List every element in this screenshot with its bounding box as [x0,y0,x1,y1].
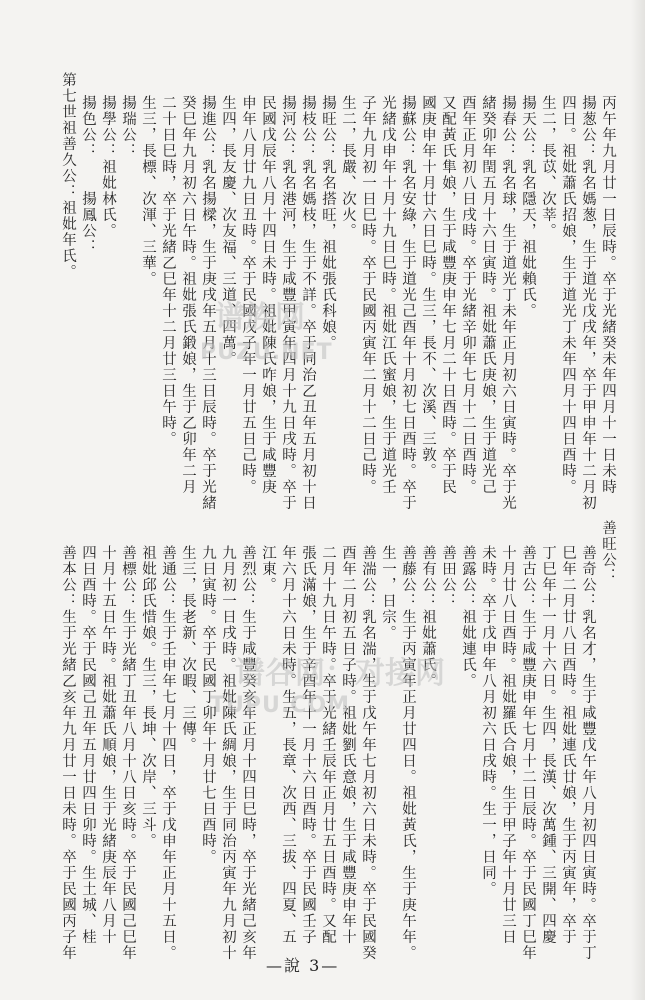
text-column: 善藤公：生于丙寅年正月廿四日。祖妣黃氏，生于庚午年。 [400,545,416,961]
text-column: 善有公：祖妣蕭氏。 [420,545,436,689]
text-column: 善奇公：乳名才，生于咸豐戊午年八月初四日寅時。卒于丁 [580,545,596,961]
text-column: 善旺公： [600,520,616,584]
text-column: 生三，長標、次渾、三華。 [140,95,156,287]
text-column: 四日。祖妣蕭氏招娘，生于道光丁未年四月十四日酉時。 [560,95,576,495]
text-column: 揚葱公：乳名媽葱，生于道光戊戌年，卒于甲申年十二月初 [580,95,596,511]
text-column: 揚進公：乳名揚樑，生于庚戌年五月十三日辰時。卒于光緒 [200,95,216,511]
text-column: 九日寅時。卒于民國丁卯年十月廿七日酉時。 [200,545,216,865]
text-column: 二十日巳時，卒于光緒乙巳年十二月廿三日午時。 [160,95,176,447]
text-column: 生三，長老新、次暇、三傳。 [180,545,196,753]
text-column: 善通公：生于壬申年七月十四日，卒于戊申年正月十五日。 [160,545,176,961]
text-column: 又配黃氏隼娘，生于咸豐庚申年七月二十日酉時。卒于民 [440,95,456,495]
text-column: 生二，長苡、次莘。 [540,95,556,239]
watermark: PUZU.NET [200,340,333,365]
text-column: 生一，日宗。 [380,545,396,641]
text-column: 善標公：生于光緒丁丑年八月十八日亥時。卒于民國己巳年 [120,545,136,961]
text-column: 二月十九日午時。卒于光緒壬辰年正月廿五日酉時。又配 [320,545,336,945]
watermark: 谱族网 [215,300,305,335]
text-column: 揚學公：祖妣林氏。 [100,95,116,239]
page-edge [631,0,645,1000]
text-column: 未時。卒于戊申年八月初六日戌時。生一，日同。 [480,545,496,897]
text-column: 生四，長友慶、次友福、三道、四萬。 [220,95,236,367]
text-column: 揚春公：乳名球，生于道光丁未年正月初六日寅時。卒于光 [500,95,516,511]
generation-heading: 第七世祖善久公：祖妣年氏。 [60,72,76,280]
text-column: 祖妣邱氏惜娘。生三，長坤、次岸、三斗。 [140,545,156,849]
text-column: 善本公：生于光緒乙亥年九月廿一日未時。卒于民國丙子年 [60,545,76,961]
text-column: 善烈公：生于咸豐癸亥年正月十四日巳時，卒于光緒己亥年 [240,545,256,961]
text-column: 生二，長嚴、次火。 [340,95,356,239]
text-column: 丁巳年十一月十六日。生四，長漢、次萬鍾、三開、四慶 [540,545,556,945]
text-column: 張氏滿娘，生于辛酉年十一月十六日酉時。卒于民國壬子 [300,545,316,945]
watermark: TUPU.COM [210,693,350,718]
text-column: 癸巳年九月初六日午時。祖妣張氏鍛娘，生于乙卯年二月 [180,95,196,495]
page-number: —說 3— [266,956,340,975]
text-column: 揚河公：乳名港河，生于咸豐甲寅年四月十九日戌時。卒于 [280,95,296,511]
text-column: 揚蘇公：乳名安綠，生于道光己酉年十月初七日酉時。卒于 [400,95,416,511]
text-column: 民國戊辰年八月十四日未時。祖妣陳氏咋娘，生于咸豐庚 [260,95,276,495]
text-column: 光緒戊申年十月十九日巳時。祖妣江氏蜜娘，生于道光壬 [380,95,396,495]
text-column: 善古公：生于咸豐庚申年七月十二日辰時。卒于民國丁巳年 [520,545,536,961]
text-column: 江東。 [260,545,276,593]
text-column: 子年九月初一日巳時。卒于民國丙寅年二月十二日己時。 [360,95,376,495]
text-column: 丙午年九月廿一日辰時。卒于光緒癸未年四月十一日未時 [600,95,616,495]
text-column: 九月初一日戌時。祖妣陳氏綢娘，生于同治丙寅年九月初十 [220,545,236,961]
text-column: 揚色公： 揚鳳公： [80,95,96,255]
text-column: 巳年二月廿八日酉時。祖妣連氏廿娘，生于丙寅年，卒于 [560,545,576,945]
watermark: 谱谷网：对接网 [235,656,445,691]
text-column: 申年八月廿九日丑時。卒于民國戊子年一月廿五日己時。 [240,95,256,495]
text-column: 四日酉時。卒于民國己丑年五月廿四日卯時。生土城、桂 [80,545,96,945]
text-column: 年六月十六日未時。生五，長章、次西、三拔、四夏、五 [280,545,296,945]
text-column: 揚旺公：乳名搭旺，祖妣張氏科娘。 [320,95,336,351]
text-column: 國庚申年十月廿六日巳時。生三，長不、次溪、三敦。 [420,95,436,479]
text-column: 揚天公：乳名隱天，祖妣賴氏。 [520,95,536,319]
text-column: 酉年正月初八日戌時。卒于光緒辛卯年七月十二日酉時。 [460,95,476,495]
text-column: 十月十五日午時。祖妣蕭氏順娘，生于光緒庚辰年八月十 [100,545,116,945]
text-column: 揚枝公：乳名媽枝，生于不詳。卒于同治乙丑年五月初十日 [300,95,316,511]
text-column: 善湍公：乳名湍，生于戊午年七月初六日未時。卒于民國癸 [360,545,376,961]
text-column: 善田公： [440,545,456,609]
text-column: 揚瑞公： [120,95,136,159]
text-column: 十月廿八日酉時。祖妣羅氏合娘，生于甲子年十月廿三日 [500,545,516,945]
text-column: 酉年二月初五日子時。祖妣劉氏意娘，生于咸豐庚申年十 [340,545,356,945]
text-column: 善露公：祖妣連氏。 [460,545,476,689]
text-column: 緒癸卯年閏五月十六日寅時。祖妣蕭氏庚娘，生于道光己 [480,95,496,495]
